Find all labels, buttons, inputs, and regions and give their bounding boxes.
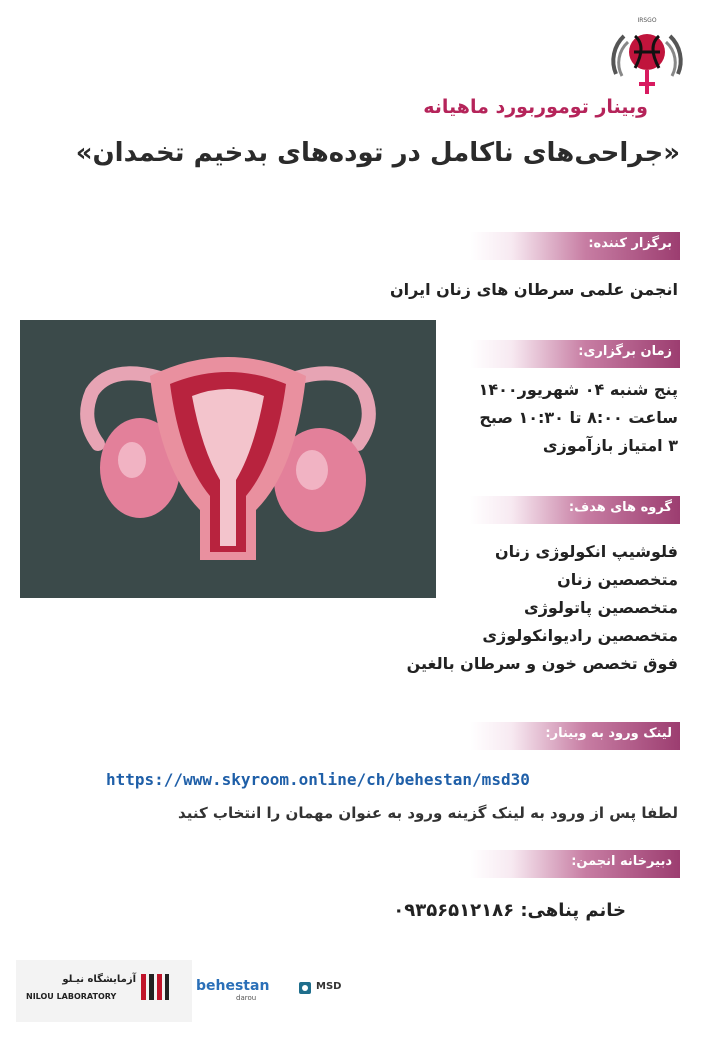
audience-item: فلوشیپ انکولوژی زنان [494, 542, 678, 561]
audience-item: متخصصین پاتولوژی [524, 598, 678, 617]
uterus-illustration [20, 320, 436, 598]
svg-text:IRSGO: IRSGO [637, 17, 657, 24]
section-heading-organizer: برگزار کننده: [588, 236, 672, 251]
page-title: «جراحی‌های ناکامل در توده‌های بدخیم تخمدان» [75, 138, 680, 168]
msd-logo [298, 980, 358, 1000]
msd-name: MSD [316, 981, 342, 992]
audience-item: فوق تخصص خون و سرطان بالغین [406, 654, 678, 673]
section-heading-link: لینک ورود به وبینار: [545, 726, 672, 741]
webinar-link[interactable]: https://www.skyroom.online/ch/behestan/msd30 [106, 770, 530, 789]
time-line-hours: ساعت ۸:۰۰ تا ۱۰:۳۰ صبح [479, 408, 678, 427]
time-line-credits: ۳ امتیاز بازآموزی [542, 436, 678, 455]
section-bar-organizer [470, 232, 680, 260]
association-logo [602, 12, 692, 102]
lab-bars-icon [140, 972, 170, 1002]
section-bar-time [470, 340, 680, 368]
section-bar-audience [470, 496, 680, 524]
behestan-sub: darou [236, 994, 257, 1002]
msd-mark-icon [298, 981, 312, 995]
audience-item: متخصصین رادیوانکولوژی [482, 626, 678, 645]
lab-name-fa: آزمایشگاه نیـلو [62, 974, 136, 985]
webinar-subtitle: وبینار تومور‌بورد ماهیانه [423, 96, 648, 118]
contact-phone: خانم پناهی: ۰۹۳۵۶۵۱۲۱۸۶ [393, 900, 626, 921]
organizer-text: انجمن علمی سرطان های زنان ایران [389, 280, 678, 299]
guest-login-note: لطفا پس از ورود به لینک گزینه ورود به عنوان مهمان را انتخاب کنید [178, 804, 678, 822]
nilou-lab-logo [16, 960, 192, 1022]
section-bar-link [470, 722, 680, 750]
lab-name-en: NILOU LABORATORY [26, 992, 117, 1001]
behestan-name: behestan [196, 978, 270, 994]
time-line-date: پنج شنبه ۰۴ شهریور۱۴۰۰ [478, 380, 678, 399]
section-heading-audience: گروه های هدف: [568, 500, 672, 515]
section-bar-secretariat [470, 850, 680, 878]
audience-item: متخصصین زنان [557, 570, 678, 589]
sponsor-footer [16, 960, 366, 1022]
behestan-logo [196, 978, 306, 1008]
section-heading-secretariat: دبیرخانه انجمن: [571, 854, 672, 869]
section-heading-time: زمان برگزاری: [578, 344, 672, 359]
